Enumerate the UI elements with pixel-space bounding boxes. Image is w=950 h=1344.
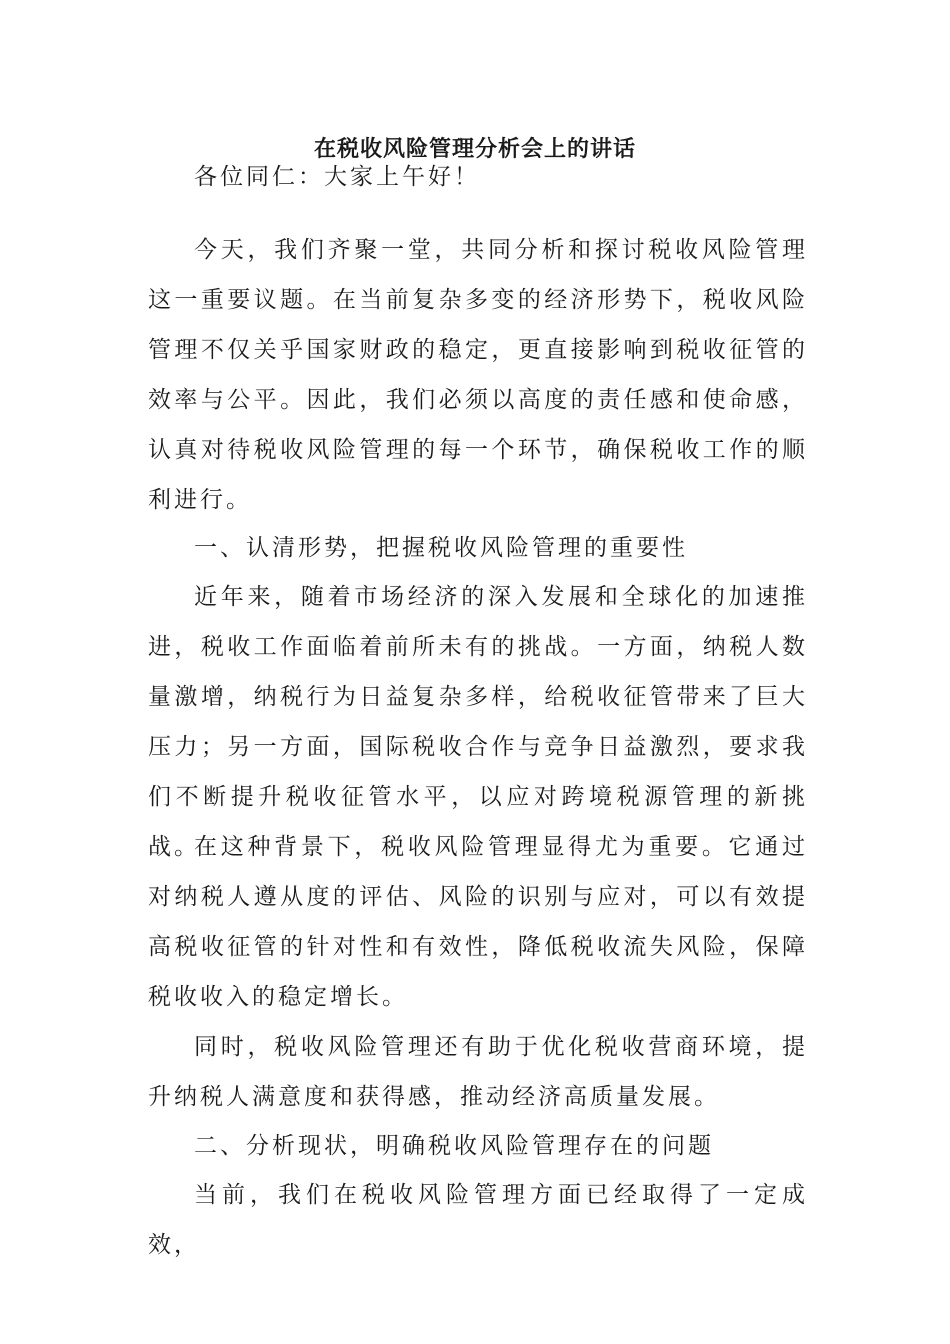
document-title: 在税收风险管理分析会上的讲话 bbox=[313, 136, 636, 162]
greeting-paragraph: 各位同仁：大家上午好！ bbox=[194, 164, 480, 190]
section-heading-2: 二、分析现状，明确税收风险管理存在的问题 bbox=[194, 1133, 714, 1159]
section-heading-1: 一、认清形势，把握税收风险管理的重要性 bbox=[194, 535, 688, 561]
body-paragraph: 近年来，随着市场经济的深入发展和全球化的加速推进，税收工作面临着前所未有的挑战。一方面，纳税人数量激增，纳税行为日益复杂多样，给税收征管带来了巨大压力；另一方面，国际税收合作与竞争日益激烈，要求我们不断提升税收征管水平，以应对跨境税源管理的新挑战。 bbox=[148, 584, 808, 860]
body-paragraph: 同时，税收风险管理还有助于优化税收营商环境，提升纳税人满意度和获得感，推动经济高质量发展。 bbox=[148, 1034, 808, 1110]
body-paragraph: 在这种背景下，税收风险管理显得尤为重要。它通过对纳税人遵从度的评估、风险的识别与应对，可以有效提高税收征管的针对性和有效性，降低税收流失风险，保障税收收入的稳定增长。 bbox=[148, 834, 808, 1010]
intro-paragraph: 今天，我们齐聚一堂，共同分析和探讨税收风险管理这一重要议题。在当前复杂多变的经济形势下，税收风险管理不仅关乎国家财政的稳定，更直接影响到税收征管的效率与公平。因此，我们必须以高度的责任感和使命感，认真对待税收风险管理的每一个环节，确保税收工作的顺利进行。 bbox=[148, 237, 808, 513]
body-paragraph: 当前，我们在税收风险管理方面已经取得了一定成效， bbox=[148, 1182, 808, 1258]
